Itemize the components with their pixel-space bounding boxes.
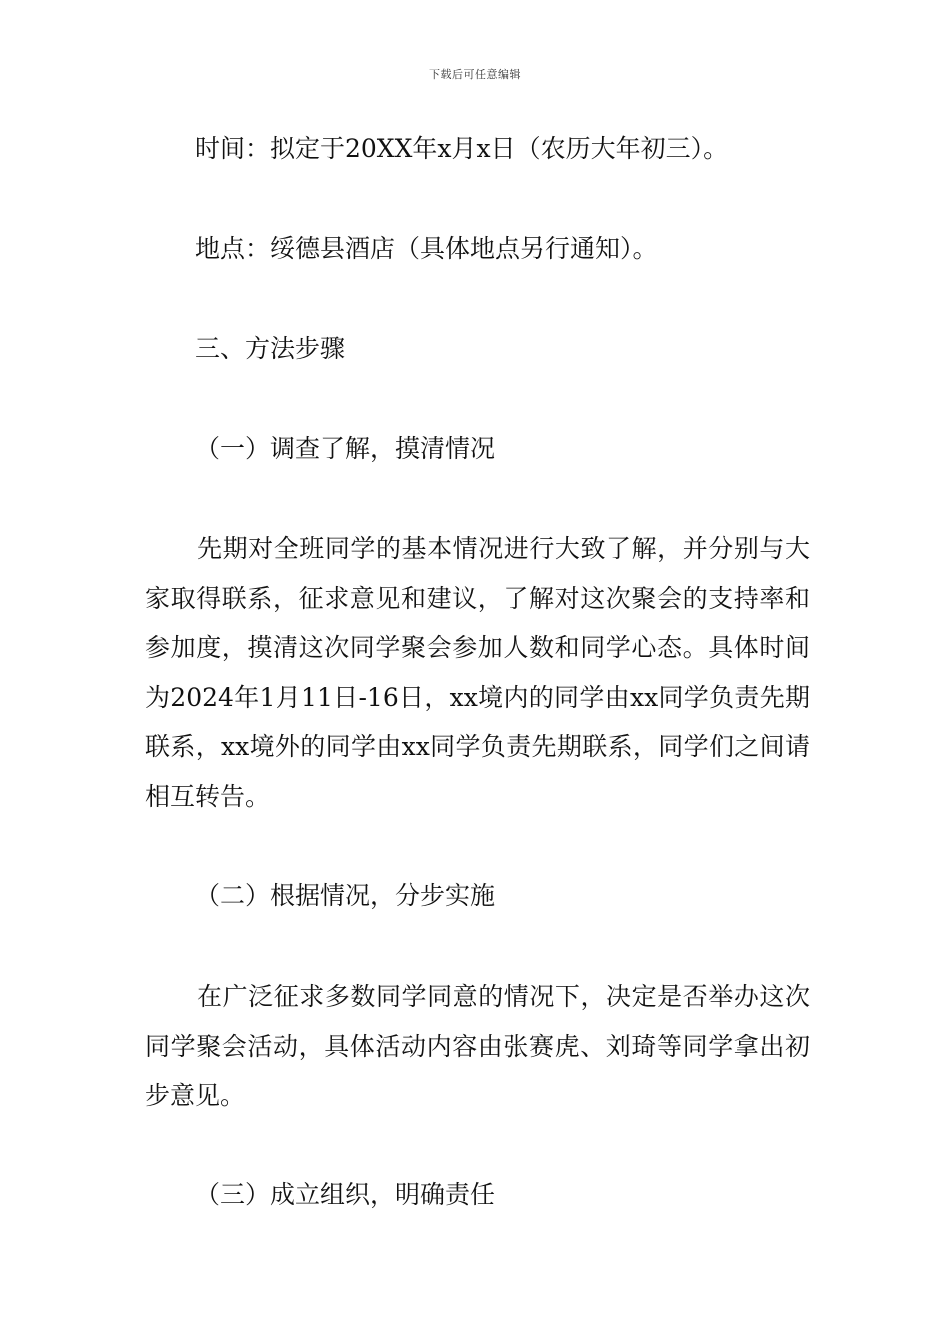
- subsection-heading-two: （二）根据情况，分步实施: [195, 881, 496, 910]
- place-line: 地点：绥德县酒店（具体地点另行通知）。: [195, 234, 658, 263]
- subsection-heading-one: （一）调查了解，摸清情况: [195, 434, 496, 463]
- time-line: 时间：拟定于20XX年x月x日（农历大年初三）。: [195, 134, 729, 163]
- subsection-heading-three: （三）成立组织，明确责任: [195, 1180, 496, 1209]
- subsection-one-paragraph: 先期对全班同学的基本情况进行大致了解，并分别与大家取得联系，征求意见和建议，了解对这次聚会的支持率和参加度，摸清这次同学聚会参加人数和同学心态。具体时间为2024年1月11日-16日，xx境内的同学由xx同学负责先期联系，xx境外的同学由xx同学负责先期联系，同学们之间请相互转告。: [145, 534, 810, 811]
- section-heading-methods: 三、方法步骤: [195, 334, 346, 363]
- page-header-note: 下载后可任意编辑: [429, 68, 521, 81]
- subsection-two-paragraph: 在广泛征求多数同学同意的情况下，决定是否举办这次同学聚会活动，具体活动内容由张赛虎、刘琦等同学拿出初步意见。: [145, 982, 810, 1111]
